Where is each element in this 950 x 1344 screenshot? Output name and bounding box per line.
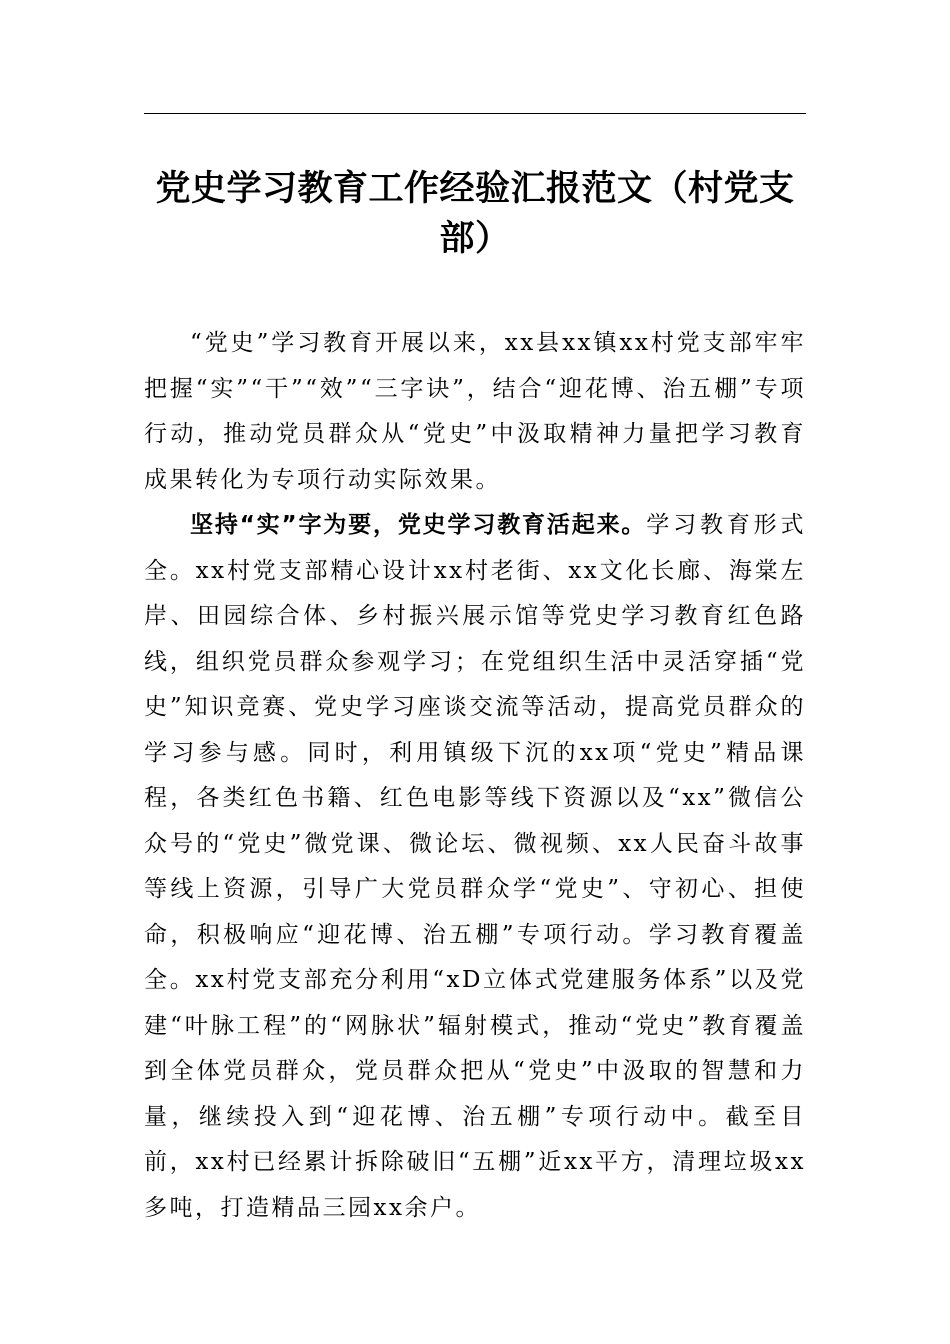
document-title: 党史学习教育工作经验汇报范文（村党支部） <box>155 169 795 259</box>
paragraph-section-1 <box>144 503 806 1231</box>
paragraph-section-1-text: 学习教育形式全。xx村党支部精心设计xx村老街、xx文化长廊、海棠左岸、田园综合体、乡村振兴展示馆等党史学习教育红色路线，组织党员群众参观学习；在党组织生活中灵活穿插“党史”知识竞赛、党史学习座谈交流等活动，提高党员群众的学习参与感。同时，利用镇级下沉的xx项“党史”精品课程，各类红色书籍、红色电影等线下资源以及“xx”微信公众号的“党史”微党课、微论坛、微视频、xx人民奋斗故事等线上资源，引导广大党员群众学“党史”、守初心、担使命，积极响应“迎花博、治五棚”专项行动。学习教育覆盖全。xx村党支部充分利用“xD立体式党建服务体系”以及党建“叶脉工程”的“网脉状”辐射模式，推动“党史”教育覆盖到全体党员群众，党员群众把从“党史”中汲取的智慧和力量，继续投入到“迎花博、治五棚”专项行动中。截至目前，xx村已经累计拆除破旧“五棚”近xx平方，清理垃圾xx多吨，打造精品三园xx余户。 <box>144 512 807 1221</box>
header-rule <box>144 113 806 114</box>
paragraph-intro-text: “党史”学习教育开展以来，xx县xx镇xx村党支部牢牢把握“实”“干”“效”“三字诀”，结合“迎花博、治五棚”专项行动，推动党员群众从“党史”中汲取精神力量把学习教育成果转化为专项行动实际效果。 <box>144 330 806 493</box>
paragraph-intro <box>144 321 806 503</box>
paragraph-section-1-heading: 坚持“实”字为要，党史学习教育活起来。 <box>190 512 647 538</box>
document-body <box>144 321 806 1231</box>
